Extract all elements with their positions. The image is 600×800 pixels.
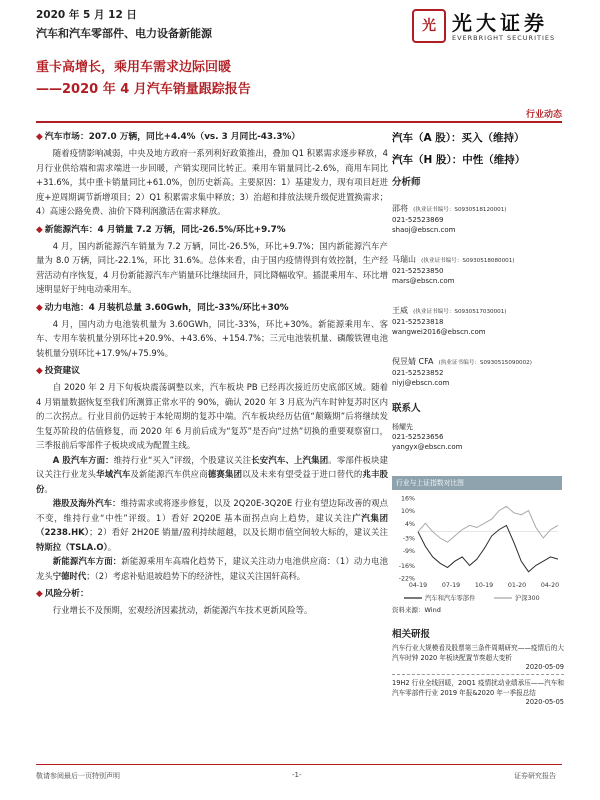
y-tick-label: 10% [401, 508, 415, 516]
analyst-license: (执业证书编号：S0930515090002) [438, 360, 532, 366]
analyst-name: 马瑞山 [392, 255, 416, 264]
section-heading: 动力电池：4 月装机总量 3.60Gwh，同比-33%/环比+30% [44, 302, 289, 313]
sidebar [392, 130, 564, 452]
analyst-phone: 021-52523818 [392, 318, 444, 326]
analyst-card [392, 298, 564, 337]
y-tick-label: 16% [401, 495, 415, 503]
analyst-license: (执业证书编号：S0930518080001) [421, 258, 515, 264]
legend-label-auto: 汽车和汽车零部件 [425, 595, 476, 602]
x-tick-label: 10-19 [474, 582, 494, 589]
section-heading: 汽车市场：207.0 万辆，同比+4.4%（vs. 3 月同比-43.3%） [44, 132, 301, 142]
footer-divider [36, 764, 562, 765]
legend-label-csi300: 沪深300 [515, 595, 540, 602]
analyst-card [392, 247, 564, 286]
y-tick-label: -22% [398, 575, 415, 583]
related-report-item[interactable] [392, 678, 564, 706]
diamond-icon: ◆ [36, 224, 43, 235]
paragraph: 行业增长不及预期，宏观经济因素扰动，新能源汽车技术更新风险等。 [52, 605, 313, 615]
related-list [392, 643, 564, 706]
series-line-auto [418, 525, 558, 571]
nev-section [36, 223, 388, 297]
analyst-email[interactable]: shaoj@ebscn.com [392, 226, 456, 234]
section-heading: 投资建议 [44, 366, 80, 376]
related-heading: 相关研报 [392, 629, 431, 640]
report-subtitle: ——2020 年 4 月汽车销量跟踪报告 [36, 82, 251, 97]
diamond-icon: ◆ [36, 132, 43, 142]
risk-section [36, 587, 388, 618]
analyst-phone: 021-52523852 [392, 369, 444, 377]
y-tick-label: 4% [405, 520, 415, 528]
related-report-date: 2020-05-05 [525, 698, 564, 706]
page-number: -1- [292, 771, 302, 779]
contact-heading: 联系人 [392, 403, 421, 414]
main-body [36, 130, 388, 622]
rating-h-share: 汽车（H 股）：中性（维持） [392, 154, 526, 166]
x-tick-label: 07-19 [441, 582, 461, 589]
analyst-phone: 021-52523850 [392, 267, 444, 275]
analyst-card [392, 196, 564, 235]
contact-card [392, 422, 564, 452]
section-heading: 新能源汽车：4 月销量 7.2 万辆，同比-26.5%/环比+9.7% [44, 224, 286, 235]
section-heading: 风险分析： [44, 589, 89, 599]
paragraph: 4 月，国内新能源汽车销量为 7.2 万辆，同比-26.5%，环比+9.7%；国内新能源汽车产量为 8.0 万辆，同比-22.1%，环比 31.6%。总体来看，由于国内疫情得到有效控制，生产经营活动有序恢复，4 月份新能源汽车产销量环比继续回升，同比降幅收窄。插混乘用车、环比增速明显好于纯电动乘用车。 [36, 240, 388, 294]
paragraph: A 股汽车方面：维持行业“买入”评级，个股建议关注长安汽车、上汽集团。零部件板块建议关注行业龙头华域汽车及新能源汽车供应商德赛集团以及未来有望受益于进口替代的兆丰股份。 [36, 454, 389, 494]
diamond-icon: ◆ [36, 302, 43, 313]
y-tick-label: -9% [402, 548, 415, 556]
auto-market-section [36, 130, 388, 219]
chart-source: 资料来源：Wind [392, 606, 441, 614]
chart-svg [392, 490, 562, 612]
related-report-date: 2020-05-09 [525, 663, 564, 671]
analyst-name: 倪昱婧 CFA [392, 357, 434, 366]
report-date: 2020 年 5 月 12 日 [36, 9, 137, 21]
contact-phone: 021-52523656 [392, 433, 444, 441]
y-tick-label: -3% [402, 535, 415, 543]
paragraph: 港股及海外汽车：维持需求或将逐步修复，以及 2Q20E-3Q20E 行业有望边际改善的观点不变，维持行业“中性”评级。1）看好 2Q20E 基本面拐点向上趋势，建议关注广汽集团（2238.HK）；2）看好 2H20E 销量/盈利持续超越，以及长期市值空间较大标的，建议关注特斯拉（TSLA.O）。 [36, 498, 389, 552]
report-title: 重卡高增长，乘用车需求边际回暖 [36, 60, 232, 75]
analyst-name: 邵将 [392, 204, 408, 213]
analysts-heading: 分析师 [392, 177, 421, 188]
related-reports [392, 626, 564, 706]
footer-disclaimer: 敬请参阅最后一页特别声明 [36, 772, 120, 780]
report-category: 汽车和汽车零部件、电力设备新能源 [36, 27, 212, 40]
analyst-name: 王威 [392, 306, 408, 315]
x-tick-label: 01-20 [507, 582, 527, 589]
rating-a-share: 汽车（A 股）：买入（维持） [392, 132, 525, 144]
comparison-chart [392, 476, 562, 612]
related-divider [392, 674, 564, 675]
analyst-email[interactable]: niyj@ebscn.com [392, 379, 450, 387]
section-tag: 行业动态 [525, 110, 562, 120]
analyst-phone: 021-52523869 [392, 216, 444, 224]
y-tick-label: -16% [398, 562, 415, 570]
contact-name: 杨耀先 [392, 423, 413, 431]
paragraph: 自 2020 年 2 月下旬板块震荡调整以来，汽车板块 PB 已经再次接近历史底部区域。随着 4 月销量数据恢复至我们所测算正常水平的 90%，确认 2020 年 3 月底为汽车时钟复苏时区内的二次拐点。行业目前仍远转于本轮周期的复苏中端。汽车板块经历估值“颠簸期”后将继续发生复苏阶段的估值修复，而 2020 年 6 月前后成为“复苏”是否向“过热”切换的重要观察窗口，三季报前后零部件子板块或成为配置主线。 [36, 382, 388, 450]
diamond-icon: ◆ [36, 589, 43, 599]
diamond-icon: ◆ [36, 366, 43, 376]
analyst-email[interactable]: wangwei2016@ebscn.com [392, 328, 486, 336]
analyst-list [392, 196, 564, 388]
battery-section [36, 301, 388, 361]
x-tick-label: 04-19 [408, 582, 428, 589]
analyst-card [392, 349, 564, 388]
paragraph: 新能源汽车方面：新能源乘用车高端化趋势下，建议关注动力电池供应商：（1）动力电池龙头宁德时代；（2）考虑补贴退坡趋势下的经济性，建议关注国轩高科。 [36, 556, 388, 581]
footer-label: 证券研究报告 [514, 772, 556, 780]
investment-section [36, 364, 388, 583]
paragraph: 4 月，国内动力电池装机量为 3.60GWh，同比-33%，环比+30%。新能源乘用车、客车、专用车装机量分别环比+20.9%、+43.6%、+154.7%；三元电池装机量、磷酸铁锂电池装机量分别环比+17.9%/+75.9%。 [36, 318, 388, 358]
analyst-email[interactable]: mars@ebscn.com [392, 277, 455, 285]
contact-email[interactable]: yangyx@ebscn.com [392, 443, 463, 451]
paragraph: 随着疫情影响减弱，中央及地方政府一系列利好政策推出，叠加 Q1 积累需求逐步释放，4 月行业供给端和需求端进一步回暖，产销实现同比转正。乘用车销量同比-2.6%，商用车同比+31.6%，其中重卡销量同比+61.0%，创历史新高。主要原因：1）基建发力，现有项目赶进度+逆周期调节新增项目；2）Q1 积累需求集中释放；3）治超和排放法规升级促进置换需求；4）高速公路免费、油价下降利润激活在需求释放。 [36, 148, 388, 216]
logo-seal-icon: 光 [412, 9, 446, 43]
logo-english: EVERBRIGHT SECURITIES [452, 34, 556, 42]
analyst-license: (执业证书编号：S0930517030001) [413, 309, 507, 315]
series-line-csi300 [418, 506, 558, 542]
company-logo [412, 7, 562, 45]
related-report-item[interactable] [392, 643, 564, 675]
header-divider [36, 121, 562, 123]
related-report-title[interactable]: 19H2 行业全线回暖，20Q1 疫情扰动业绩承压——汽车和汽车零部件行业 2019 年报&2020 年一季报总结 [392, 679, 564, 697]
related-report-title[interactable]: 汽车行业大规模看及股票第三条件周期研究——疫情后的大汽车时钟 2020 年板块配置节奏超大变析 [392, 644, 564, 662]
logo-name: 光大证券 [452, 11, 548, 35]
x-tick-label: 04-20 [540, 582, 560, 589]
chart-title: 行业与上证指数对比图 [392, 476, 562, 490]
analyst-license: (执业证书编号：S0930518120001) [413, 207, 507, 213]
